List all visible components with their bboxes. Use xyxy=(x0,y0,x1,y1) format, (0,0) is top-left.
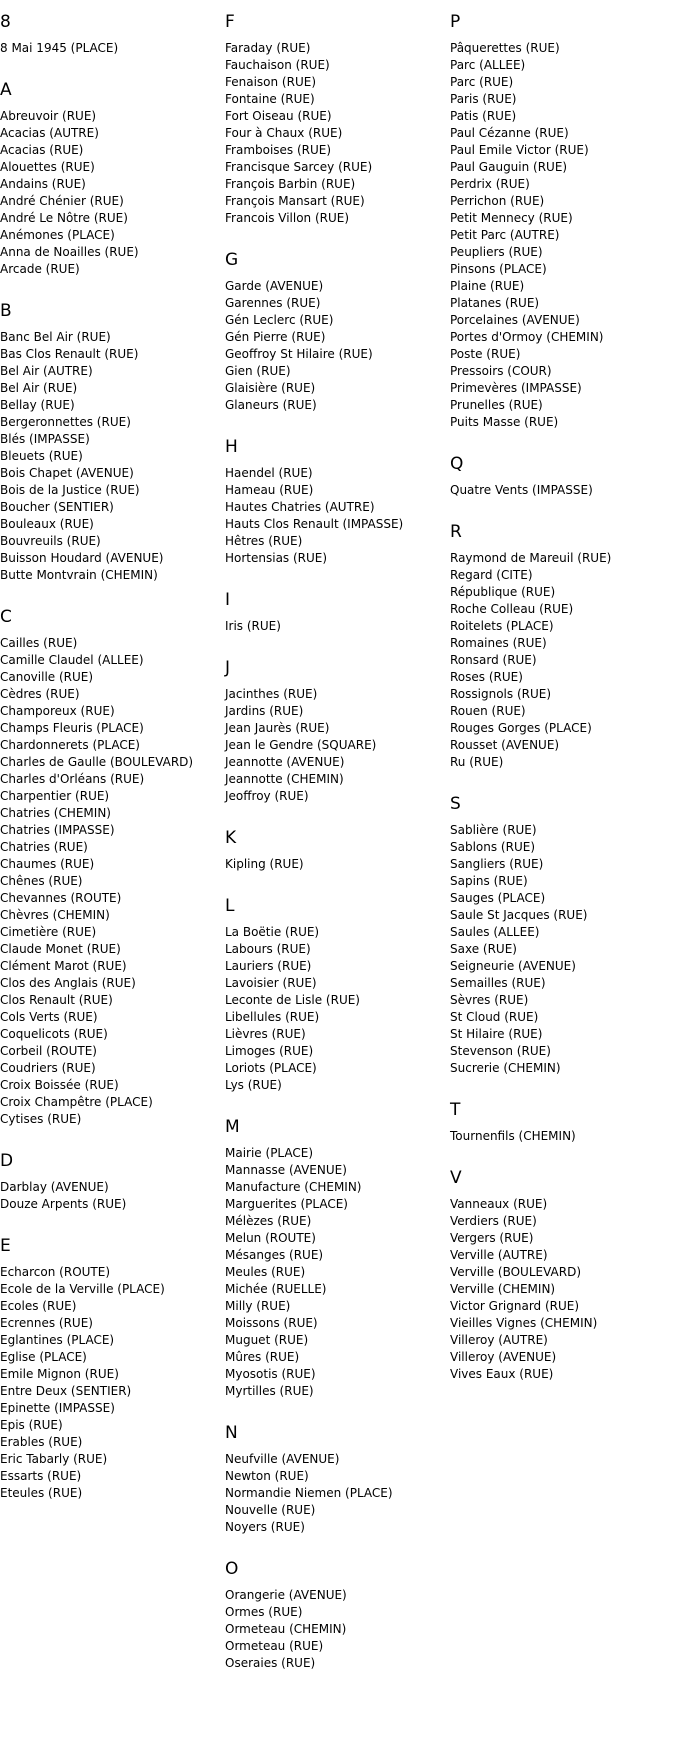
street-link[interactable]: Lièvres (RUE) xyxy=(225,1027,306,1041)
street-link[interactable]: Hortensias (RUE) xyxy=(225,551,328,565)
letter-heading: E xyxy=(0,1236,11,1256)
street-link[interactable]: Mélèzes (RUE) xyxy=(225,1214,312,1228)
street-link[interactable]: Francisque Sarcey (RUE) xyxy=(225,160,373,174)
street-link[interactable]: Rousset (AVENUE) xyxy=(450,738,560,752)
street-link[interactable]: Essarts (RUE) xyxy=(0,1469,82,1483)
street-link[interactable]: Cytises (RUE) xyxy=(0,1112,82,1126)
street-list xyxy=(0,1264,225,1502)
street-link[interactable]: Jeannotte (CHEMIN) xyxy=(225,772,344,786)
street-list xyxy=(450,1196,675,1383)
street-link[interactable]: Semailles (RUE) xyxy=(450,976,546,990)
street-link[interactable]: Jardins (RUE) xyxy=(225,704,304,718)
letter-section xyxy=(225,431,450,567)
street-link[interactable]: Abreuvoir (RUE) xyxy=(0,109,97,123)
street-link[interactable]: Vieilles Vignes (CHEMIN) xyxy=(450,1316,598,1330)
street-link[interactable]: Blés (IMPASSE) xyxy=(0,432,90,446)
street-link[interactable]: Geoffroy St Hilaire (RUE) xyxy=(225,347,373,361)
street-link[interactable]: Chevannes (ROUTE) xyxy=(0,891,122,905)
letter-heading: I xyxy=(225,590,231,610)
street-link[interactable]: Alouettes (RUE) xyxy=(0,160,95,174)
street-link[interactable]: François Mansart (RUE) xyxy=(225,194,365,208)
street-link[interactable]: Moissons (RUE) xyxy=(225,1316,318,1330)
street-link[interactable]: Noyers (RUE) xyxy=(225,1520,305,1534)
street-link[interactable]: Prunelles (RUE) xyxy=(450,398,543,412)
street-link[interactable]: Echarcon (ROUTE) xyxy=(0,1265,111,1279)
street-link[interactable]: Bois de la Justice (RUE) xyxy=(0,483,140,497)
street-link[interactable]: Eglise (PLACE) xyxy=(0,1350,87,1364)
street-link[interactable]: Arcade (RUE) xyxy=(0,262,80,276)
street-link[interactable]: Perdrix (RUE) xyxy=(450,177,530,191)
street-link[interactable]: Cols Verts (RUE) xyxy=(0,1010,98,1024)
street-link[interactable]: Ecoles (RUE) xyxy=(0,1299,77,1313)
street-link[interactable]: Ecrennes (RUE) xyxy=(0,1316,93,1330)
letter-heading: P xyxy=(450,12,461,32)
street-link[interactable]: Ormes (RUE) xyxy=(225,1605,303,1619)
street-link[interactable]: Vanneaux (RUE) xyxy=(450,1197,548,1211)
street-link[interactable]: Puits Masse (RUE) xyxy=(450,415,559,429)
street-link[interactable]: André Le Nôtre (RUE) xyxy=(0,211,128,225)
street-link[interactable]: Jean Jaurès (RUE) xyxy=(225,721,330,735)
letter-heading: V xyxy=(450,1168,462,1188)
street-index-column-1 xyxy=(0,6,225,1519)
street-link[interactable]: Myosotis (RUE) xyxy=(225,1367,316,1381)
street-link[interactable]: Glaneurs (RUE) xyxy=(225,398,317,412)
street-link[interactable]: Hautes Chatries (AUTRE) xyxy=(225,500,375,514)
street-link[interactable]: Emile Mignon (RUE) xyxy=(0,1367,119,1381)
street-link[interactable]: Saxe (RUE) xyxy=(450,942,517,956)
letter-section xyxy=(225,1111,450,1400)
street-link[interactable]: Glaisière (RUE) xyxy=(225,381,316,395)
street-link[interactable]: Clément Marot (RUE) xyxy=(0,959,127,973)
street-link[interactable]: Ormeteau (CHEMIN) xyxy=(225,1622,347,1636)
street-list xyxy=(450,1128,675,1145)
letter-section xyxy=(225,652,450,805)
street-link[interactable]: Croix Champêtre (PLACE) xyxy=(0,1095,153,1109)
street-link[interactable]: Ronsard (RUE) xyxy=(450,653,537,667)
street-link[interactable]: Coquelicots (RUE) xyxy=(0,1027,108,1041)
street-link[interactable]: Saules (ALLEE) xyxy=(450,925,540,939)
street-link[interactable]: Roche Colleau (RUE) xyxy=(450,602,574,616)
letter-section xyxy=(450,448,675,499)
street-link[interactable]: Paul Gauguin (RUE) xyxy=(450,160,568,174)
street-link[interactable]: Limoges (RUE) xyxy=(225,1044,314,1058)
letter-section xyxy=(450,1094,675,1145)
street-link[interactable]: Tournenfils (CHEMIN) xyxy=(450,1129,576,1143)
street-link[interactable]: Acacias (AUTRE) xyxy=(0,126,99,140)
letter-section xyxy=(0,1230,225,1502)
street-link[interactable]: Eric Tabarly (RUE) xyxy=(0,1452,108,1466)
street-link[interactable]: Charles de Gaulle (BOULEVARD) xyxy=(0,755,194,769)
letter-section xyxy=(225,244,450,414)
street-link[interactable]: Portes d'Ormoy (CHEMIN) xyxy=(450,330,604,344)
street-list xyxy=(450,40,675,431)
street-link[interactable]: Butte Montvrain (CHEMIN) xyxy=(0,568,158,582)
street-list xyxy=(225,1145,450,1400)
street-link[interactable]: Loriots (PLACE) xyxy=(225,1061,317,1075)
street-link[interactable]: Douze Arpents (RUE) xyxy=(0,1197,127,1211)
street-link[interactable]: Jeoffroy (RUE) xyxy=(225,789,309,803)
street-link[interactable]: Peupliers (RUE) xyxy=(450,245,543,259)
street-link[interactable]: Francois Villon (RUE) xyxy=(225,211,350,225)
street-link[interactable]: Verville (AUTRE) xyxy=(450,1248,548,1262)
street-link[interactable]: Normandie Niemen (PLACE) xyxy=(225,1486,393,1500)
letter-section xyxy=(225,1553,450,1672)
street-link[interactable]: Seigneurie (AVENUE) xyxy=(450,959,576,973)
street-link[interactable]: Vergers (RUE) xyxy=(450,1231,534,1245)
letter-heading: Q xyxy=(450,454,464,474)
street-link[interactable]: Ormeteau (RUE) xyxy=(225,1639,324,1653)
letter-heading: K xyxy=(225,828,237,848)
street-link[interactable]: Milly (RUE) xyxy=(225,1299,291,1313)
street-link[interactable]: Mûres (RUE) xyxy=(225,1350,300,1364)
letter-section xyxy=(450,6,675,431)
street-link[interactable]: Jean le Gendre (SQUARE) xyxy=(225,738,377,752)
street-link[interactable]: Neufville (AVENUE) xyxy=(225,1452,340,1466)
street-link[interactable]: Newton (RUE) xyxy=(225,1469,309,1483)
street-link[interactable]: Paul Emile Victor (RUE) xyxy=(450,143,589,157)
street-link[interactable]: Verville (CHEMIN) xyxy=(450,1282,556,1296)
street-link[interactable]: Bel Air (RUE) xyxy=(0,381,78,395)
street-link[interactable]: Darblay (AVENUE) xyxy=(0,1180,109,1194)
street-link[interactable]: Canoville (RUE) xyxy=(0,670,94,684)
letter-heading: D xyxy=(0,1151,14,1171)
street-link[interactable]: Chèvres (CHEMIN) xyxy=(0,908,110,922)
street-link[interactable]: Eglantines (PLACE) xyxy=(0,1333,115,1347)
street-link[interactable]: Parc (ALLEE) xyxy=(450,58,526,72)
street-link[interactable]: Bleuets (RUE) xyxy=(0,449,83,463)
street-link[interactable]: Chatries (CHEMIN) xyxy=(0,806,111,820)
letter-section xyxy=(450,788,675,1077)
street-link[interactable]: Primevères (IMPASSE) xyxy=(450,381,582,395)
street-index-column-2 xyxy=(225,6,450,1689)
street-link[interactable]: Garde (AVENUE) xyxy=(225,279,324,293)
street-link[interactable]: Meules (RUE) xyxy=(225,1265,306,1279)
street-link[interactable]: Fauchaison (RUE) xyxy=(225,58,330,72)
street-link[interactable]: Muguet (RUE) xyxy=(225,1333,309,1347)
street-list xyxy=(225,618,450,635)
street-link[interactable]: Victor Grignard (RUE) xyxy=(450,1299,580,1313)
street-link[interactable]: Charpentier (RUE) xyxy=(0,789,110,803)
street-list xyxy=(225,1587,450,1672)
street-link[interactable]: Iris (RUE) xyxy=(225,619,281,633)
letter-section xyxy=(450,1162,675,1383)
street-link[interactable]: Bergeronnettes (RUE) xyxy=(0,415,131,429)
street-link[interactable]: Verdiers (RUE) xyxy=(450,1214,537,1228)
street-link[interactable]: Mésanges (RUE) xyxy=(225,1248,324,1262)
street-link[interactable]: Bois Chapet (AVENUE) xyxy=(0,466,134,480)
street-link[interactable]: François Barbin (RUE) xyxy=(225,177,356,191)
street-link[interactable]: Champs Fleuris (PLACE) xyxy=(0,721,144,735)
letter-heading: S xyxy=(450,794,461,814)
street-link[interactable]: Melun (ROUTE) xyxy=(225,1231,316,1245)
letter-section xyxy=(225,890,450,1094)
street-link[interactable]: Chardonnerets (PLACE) xyxy=(0,738,140,752)
street-link[interactable]: Stevenson (RUE) xyxy=(450,1044,551,1058)
street-link[interactable]: Ru (RUE) xyxy=(450,755,504,769)
street-link[interactable]: Libellules (RUE) xyxy=(225,1010,320,1024)
street-link[interactable]: Sablons (RUE) xyxy=(450,840,536,854)
letter-heading: B xyxy=(0,301,12,321)
street-list xyxy=(225,856,450,873)
street-link[interactable]: Charles d'Orléans (RUE) xyxy=(0,772,145,786)
letter-section xyxy=(225,1417,450,1536)
street-link[interactable]: Rossignols (RUE) xyxy=(450,687,552,701)
street-link[interactable]: La Boëtie (RUE) xyxy=(225,925,320,939)
street-link[interactable]: Plaine (RUE) xyxy=(450,279,525,293)
street-link[interactable]: Coudriers (RUE) xyxy=(0,1061,96,1075)
street-link[interactable]: Petit Parc (AUTRE) xyxy=(450,228,560,242)
letter-heading: M xyxy=(225,1117,240,1137)
street-link[interactable]: Chatries (IMPASSE) xyxy=(0,823,115,837)
street-list xyxy=(0,329,225,584)
street-link[interactable]: Patis (RUE) xyxy=(450,109,517,123)
street-link[interactable]: St Hilaire (RUE) xyxy=(450,1027,543,1041)
street-list xyxy=(0,635,225,1128)
letter-heading: H xyxy=(225,437,238,457)
street-link[interactable]: Chatries (RUE) xyxy=(0,840,88,854)
street-link[interactable]: Manufacture (CHEMIN) xyxy=(225,1180,362,1194)
letter-heading: N xyxy=(225,1423,238,1443)
street-link[interactable]: Roses (RUE) xyxy=(450,670,523,684)
street-link[interactable]: Verville (BOULEVARD) xyxy=(450,1265,582,1279)
street-list xyxy=(225,40,450,227)
street-link[interactable]: Paris (RUE) xyxy=(450,92,517,106)
letter-section xyxy=(0,74,225,278)
street-link[interactable]: Rouges Gorges (PLACE) xyxy=(450,721,592,735)
letter-heading: A xyxy=(0,80,12,100)
street-link[interactable]: Ecole de la Verville (PLACE) xyxy=(0,1282,165,1296)
street-link[interactable]: Saule St Jacques (RUE) xyxy=(450,908,588,922)
street-link[interactable]: Poste (RUE) xyxy=(450,347,521,361)
street-link[interactable]: Romaines (RUE) xyxy=(450,636,547,650)
street-link[interactable]: Cèdres (RUE) xyxy=(0,687,80,701)
street-link[interactable]: Bel Air (AUTRE) xyxy=(0,364,93,378)
street-link[interactable]: Champoreux (RUE) xyxy=(0,704,115,718)
street-link[interactable]: Gén Pierre (RUE) xyxy=(225,330,326,344)
letter-heading: F xyxy=(225,12,235,32)
street-link[interactable]: Regard (CITE) xyxy=(450,568,533,582)
street-link[interactable]: Anémones (PLACE) xyxy=(0,228,115,242)
letter-section xyxy=(0,6,225,57)
street-list xyxy=(225,686,450,805)
letter-heading: 8 xyxy=(0,12,11,32)
street-link[interactable]: Cailles (RUE) xyxy=(0,636,78,650)
street-link[interactable]: Pressoirs (COUR) xyxy=(450,364,552,378)
street-link[interactable]: Gien (RUE) xyxy=(225,364,291,378)
street-link[interactable]: Villeroy (AUTRE) xyxy=(450,1333,548,1347)
letter-section xyxy=(0,601,225,1128)
street-link[interactable]: Corbeil (ROUTE) xyxy=(0,1044,97,1058)
street-link[interactable]: Acacias (RUE) xyxy=(0,143,84,157)
street-link[interactable]: Croix Boissée (RUE) xyxy=(0,1078,119,1092)
street-link[interactable]: Sauges (PLACE) xyxy=(450,891,546,905)
street-link[interactable]: Jacinthes (RUE) xyxy=(225,687,318,701)
street-link[interactable]: Sangliers (RUE) xyxy=(450,857,544,871)
street-link[interactable]: Erables (RUE) xyxy=(0,1435,83,1449)
letter-heading: L xyxy=(225,896,235,916)
street-link[interactable]: Hameau (RUE) xyxy=(225,483,314,497)
street-link[interactable]: Andains (RUE) xyxy=(0,177,86,191)
street-list xyxy=(0,40,225,57)
street-link[interactable]: Roitelets (PLACE) xyxy=(450,619,554,633)
street-link[interactable]: Vives Eaux (RUE) xyxy=(450,1367,554,1381)
street-link[interactable]: Clos des Anglais (RUE) xyxy=(0,976,136,990)
letter-section xyxy=(225,6,450,227)
letter-section xyxy=(225,822,450,873)
street-link[interactable]: Gén Leclerc (RUE) xyxy=(225,313,334,327)
street-link[interactable]: Hauts Clos Renault (IMPASSE) xyxy=(225,517,404,531)
street-link[interactable]: Leconte de Lisle (RUE) xyxy=(225,993,360,1007)
street-link[interactable]: Oseraies (RUE) xyxy=(225,1656,316,1670)
street-list xyxy=(225,1451,450,1536)
street-link[interactable]: Chaumes (RUE) xyxy=(0,857,95,871)
street-link[interactable]: Mannasse (AVENUE) xyxy=(225,1163,347,1177)
letter-heading: J xyxy=(225,658,231,678)
street-link[interactable]: Hêtres (RUE) xyxy=(225,534,303,548)
street-link[interactable]: Cimetière (RUE) xyxy=(0,925,97,939)
letter-section xyxy=(0,1145,225,1213)
street-link[interactable]: République (RUE) xyxy=(450,585,556,599)
street-link[interactable]: Mairie (PLACE) xyxy=(225,1146,314,1160)
street-list xyxy=(225,278,450,414)
street-link[interactable]: Villeroy (AVENUE) xyxy=(450,1350,557,1364)
street-link[interactable]: Petit Mennecy (RUE) xyxy=(450,211,573,225)
street-link[interactable]: Entre Deux (SENTIER) xyxy=(0,1384,132,1398)
street-link[interactable]: Sucrerie (CHEMIN) xyxy=(450,1061,561,1075)
street-link[interactable]: Porcelaines (AVENUE) xyxy=(450,313,580,327)
street-link[interactable]: Sèvres (RUE) xyxy=(450,993,529,1007)
street-link[interactable]: Camille Claudel (ALLEE) xyxy=(0,653,144,667)
street-link[interactable]: Rouen (RUE) xyxy=(450,704,526,718)
street-link[interactable]: Myrtilles (RUE) xyxy=(225,1384,314,1398)
street-link[interactable]: Lauriers (RUE) xyxy=(225,959,312,973)
street-link[interactable]: Boucher (SENTIER) xyxy=(0,500,114,514)
street-link[interactable]: Sablière (RUE) xyxy=(450,823,537,837)
street-link[interactable]: Pinsons (PLACE) xyxy=(450,262,547,276)
street-link[interactable]: Chênes (RUE) xyxy=(0,874,83,888)
street-list xyxy=(225,924,450,1094)
street-link[interactable]: Fort Oiseau (RUE) xyxy=(225,109,332,123)
street-link[interactable]: Kipling (RUE) xyxy=(225,857,304,871)
street-link[interactable]: Lavoisier (RUE) xyxy=(225,976,317,990)
letter-heading: C xyxy=(0,607,12,627)
street-link[interactable]: Clos Renault (RUE) xyxy=(0,993,113,1007)
street-link[interactable]: Nouvelle (RUE) xyxy=(225,1503,316,1517)
street-link[interactable]: St Cloud (RUE) xyxy=(450,1010,539,1024)
street-link[interactable]: Raymond de Mareuil (RUE) xyxy=(450,551,612,565)
street-link[interactable]: Fontaine (RUE) xyxy=(225,92,315,106)
street-link[interactable]: Jeannotte (AVENUE) xyxy=(225,755,345,769)
street-link[interactable]: Fenaison (RUE) xyxy=(225,75,317,89)
street-link[interactable]: Bellay (RUE) xyxy=(0,398,75,412)
street-link[interactable]: Eteules (RUE) xyxy=(0,1486,83,1500)
street-list xyxy=(450,482,675,499)
letter-heading: T xyxy=(450,1100,461,1120)
street-list xyxy=(225,465,450,567)
street-link[interactable]: Michée (RUELLE) xyxy=(225,1282,327,1296)
street-link[interactable]: Banc Bel Air (RUE) xyxy=(0,330,111,344)
street-link[interactable]: Bouleaux (RUE) xyxy=(0,517,94,531)
letter-heading: G xyxy=(225,250,239,270)
letter-section xyxy=(450,516,675,771)
street-index-column-3 xyxy=(450,6,675,1400)
street-link[interactable]: Marguerites (PLACE) xyxy=(225,1197,348,1211)
street-link[interactable]: Haendel (RUE) xyxy=(225,466,313,480)
street-link[interactable]: Sapins (RUE) xyxy=(450,874,528,888)
letter-heading: R xyxy=(450,522,462,542)
street-list xyxy=(450,822,675,1077)
street-list xyxy=(0,108,225,278)
street-link[interactable]: Platanes (RUE) xyxy=(450,296,540,310)
street-link[interactable]: Framboises (RUE) xyxy=(225,143,332,157)
letter-section xyxy=(225,584,450,635)
street-link[interactable]: Pâquerettes (RUE) xyxy=(450,41,560,55)
street-link[interactable]: Garennes (RUE) xyxy=(225,296,321,310)
street-link[interactable]: Bouvreuils (RUE) xyxy=(0,534,101,548)
street-link[interactable]: Paul Cézanne (RUE) xyxy=(450,126,569,140)
street-link[interactable]: Lys (RUE) xyxy=(225,1078,282,1092)
letter-section xyxy=(0,295,225,584)
letter-heading: O xyxy=(225,1559,239,1579)
street-link[interactable]: 8 Mai 1945 (PLACE) xyxy=(0,41,119,55)
street-link[interactable]: Labours (RUE) xyxy=(225,942,311,956)
street-link[interactable]: Quatre Vents (IMPASSE) xyxy=(450,483,593,497)
street-link[interactable]: Epis (RUE) xyxy=(0,1418,63,1432)
street-link[interactable]: Buisson Houdard (AVENUE) xyxy=(0,551,164,565)
street-link[interactable]: Parc (RUE) xyxy=(450,75,514,89)
street-link[interactable]: Four à Chaux (RUE) xyxy=(225,126,343,140)
street-link[interactable]: Orangerie (AVENUE) xyxy=(225,1588,347,1602)
street-link[interactable]: Bas Clos Renault (RUE) xyxy=(0,347,139,361)
street-link[interactable]: Epinette (IMPASSE) xyxy=(0,1401,115,1415)
street-list xyxy=(450,550,675,771)
street-list xyxy=(0,1179,225,1213)
street-link[interactable]: Anna de Noailles (RUE) xyxy=(0,245,139,259)
street-link[interactable]: Faraday (RUE) xyxy=(225,41,311,55)
street-link[interactable]: André Chénier (RUE) xyxy=(0,194,124,208)
street-link[interactable]: Claude Monet (RUE) xyxy=(0,942,121,956)
street-link[interactable]: Perrichon (RUE) xyxy=(450,194,545,208)
